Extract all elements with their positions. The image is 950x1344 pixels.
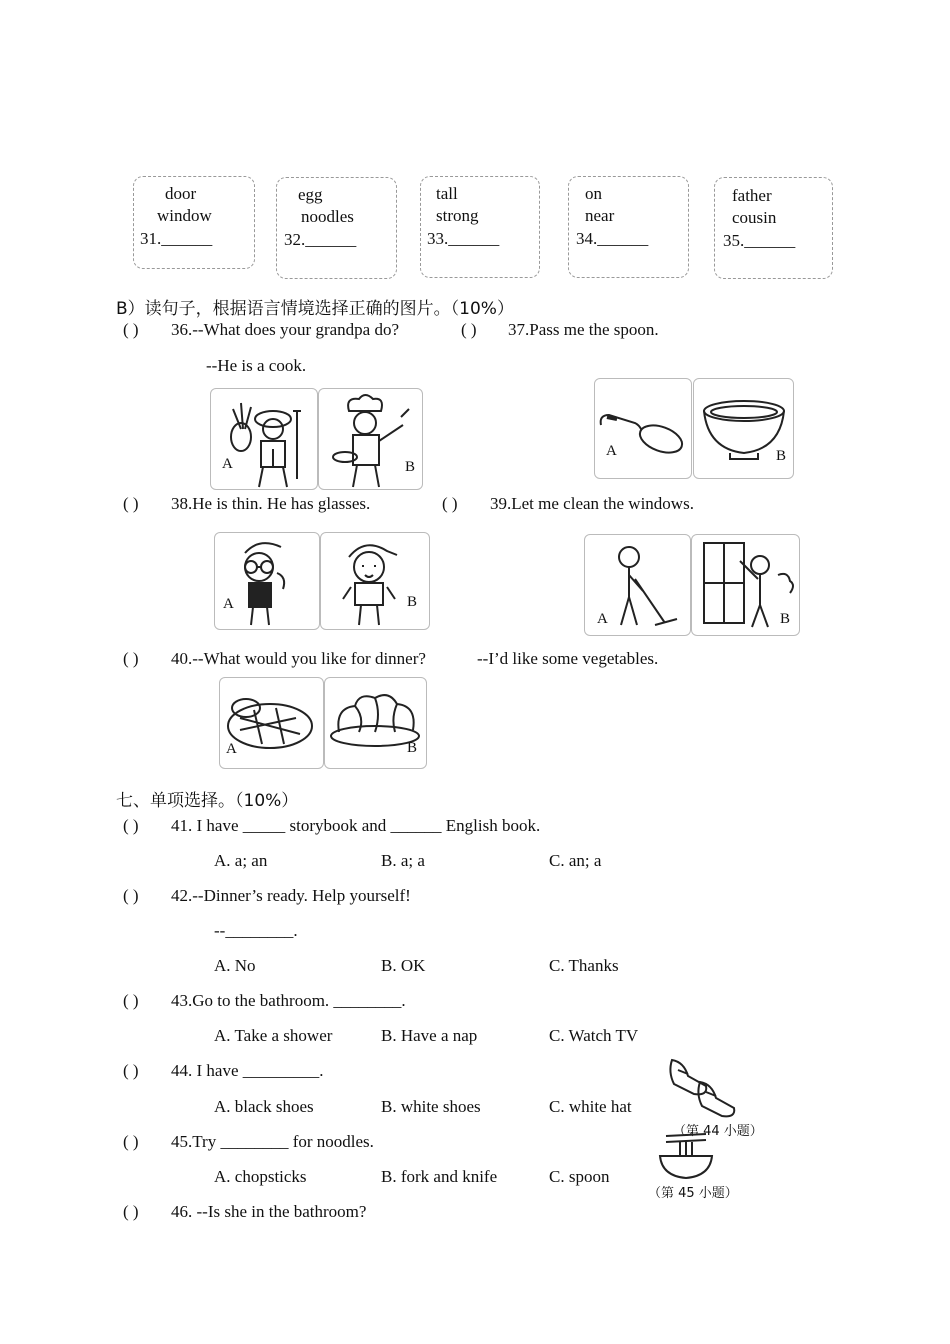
boy-with-glasses-illustration [215,533,320,630]
question-46: 46. --Is she in the bathroom? [171,1202,367,1221]
q39-option-a-sweeping[interactable] [584,534,691,636]
q38-label-a: A [223,596,234,612]
spoon-illustration [595,379,692,479]
word-near: near [585,206,615,225]
q44-option-b[interactable]: B. white shoes [381,1097,481,1116]
question-42-sub: --________. [214,921,298,940]
answer-paren-37[interactable]: ( ) [461,320,477,339]
q41-option-c[interactable]: C. an; a [549,851,602,870]
answer-paren-44[interactable]: ( ) [123,1061,139,1080]
noodle-bowl-illustration [656,1132,716,1182]
q38-option-a-boy-glasses[interactable] [214,532,320,630]
question-39: 39.Let me clean the windows. [490,494,694,513]
q39-option-b-window[interactable] [691,534,800,636]
q40-option-b-vegetables[interactable] [324,677,427,769]
q45-option-c[interactable]: C. spoon [549,1167,610,1186]
word-box-35 [714,177,833,279]
blank-34[interactable]: 34.______ [576,229,649,248]
q36-option-b-cook[interactable] [318,388,423,490]
word-cousin: cousin [732,208,777,227]
shoes-illustration [664,1052,744,1122]
q45-caption: （第 45 小题） [648,1186,738,1201]
section-b-title: B）读句子，根据语言情境选择正确的图片。（10%） [116,299,514,319]
question-42: 42.--Dinner’s ready. Help yourself! [171,886,411,905]
q36-label-a: A [222,456,233,472]
q42-option-a[interactable]: A. No [214,956,256,975]
q37-label-a: A [606,443,617,459]
question-40-answer: --I’d like some vegetables. [477,649,659,668]
q37-label-b: B [776,448,787,464]
q37-option-a-spoon[interactable] [594,378,692,479]
blank-32[interactable]: 32.______ [284,230,357,249]
q40-label-a: A [226,741,237,757]
question-36: 36.--What does your grandpa do? [171,320,400,339]
q42-option-c[interactable]: C. Thanks [549,956,619,975]
word-box-33 [420,176,540,278]
q45-option-a[interactable]: A. chopsticks [214,1167,307,1186]
answer-paren-41[interactable]: ( ) [123,816,139,835]
q42-option-b[interactable]: B. OK [381,956,426,975]
q36-label-b: B [405,459,416,475]
q44-option-c[interactable]: C. white hat [549,1097,632,1116]
word-door: door [165,184,197,203]
q38-label-b: B [407,594,418,610]
question-43: 43.Go to the bathroom. ________. [171,991,406,1010]
question-45: 45.Try ________ for noodles. [171,1132,374,1151]
word-box-34 [568,176,689,278]
blank-35[interactable]: 35.______ [723,231,796,250]
answer-paren-36[interactable]: ( ) [123,320,139,339]
q44-option-a[interactable]: A. black shoes [214,1097,314,1116]
farmer-illustration [211,389,318,490]
word-on: on [585,184,602,203]
word-noodles: noodles [301,207,354,226]
answer-paren-45[interactable]: ( ) [123,1132,139,1151]
q37-option-b-bowl[interactable] [693,378,794,479]
answer-paren-46[interactable]: ( ) [123,1202,139,1221]
question-38: 38.He is thin. He has glasses. [171,494,371,513]
blank-31[interactable]: 31.______ [140,229,213,248]
word-father: father [732,186,772,205]
word-strong: strong [436,206,479,225]
q43-option-c[interactable]: C. Watch TV [549,1026,639,1045]
answer-paren-39[interactable]: ( ) [442,494,458,513]
q43-option-a[interactable]: A. Take a shower [214,1026,333,1045]
answer-paren-40[interactable]: ( ) [123,649,139,668]
q40-option-a-steak[interactable] [219,677,324,769]
question-36-answer: --He is a cook. [206,356,307,375]
answer-paren-38[interactable]: ( ) [123,494,139,513]
answer-paren-43[interactable]: ( ) [123,991,139,1010]
section-7-title: 七、单项选择。（10%） [116,791,299,811]
word-egg: egg [298,185,323,204]
question-44: 44. I have _________. [171,1061,324,1080]
q44-caption: （第 44 小题） [673,1124,763,1139]
q38-option-b-boy-cap[interactable] [320,532,430,630]
q45-option-b[interactable]: B. fork and knife [381,1167,498,1186]
word-box-32 [276,177,397,279]
question-41: 41. I have _____ storybook and ______ English book. [171,816,541,835]
q41-option-b[interactable]: B. a; a [381,851,425,870]
word-window: window [157,206,212,225]
boy-with-cap-illustration [321,533,430,630]
question-37: 37.Pass me the spoon. [508,320,659,339]
q43-option-b[interactable]: B. Have a nap [381,1026,478,1045]
word-box-31 [133,176,255,269]
q36-option-a-farmer[interactable] [210,388,318,490]
word-tall: tall [436,184,458,203]
q39-label-a: A [597,611,608,627]
q41-option-a[interactable]: A. a; an [214,851,268,870]
blank-33[interactable]: 33.______ [427,229,500,248]
q40-label-b: B [407,740,418,756]
q39-label-b: B [780,611,791,627]
question-40: 40.--What would you like for dinner? [171,649,426,668]
answer-paren-42[interactable]: ( ) [123,886,139,905]
